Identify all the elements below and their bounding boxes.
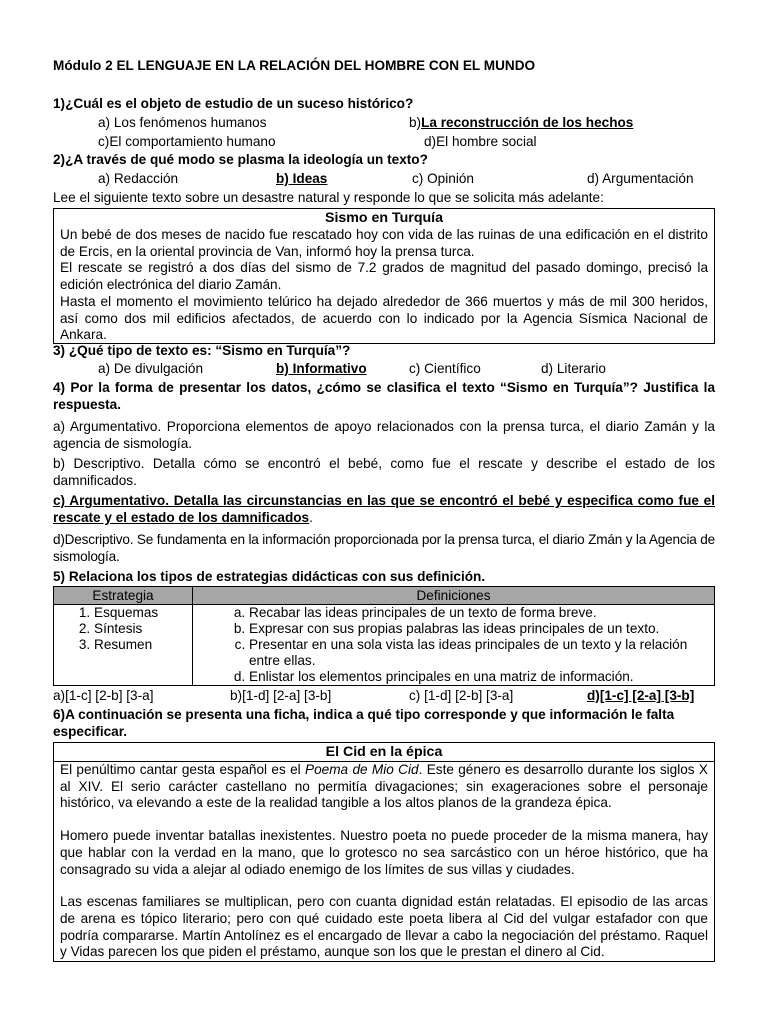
q2-option-a: a) Redacción [98, 171, 179, 186]
strategy-list [54, 605, 192, 653]
list-item: c. Presentar en una sola vista las ideas principales de un texto y la relación entre ellas. [249, 637, 714, 669]
sismo-paragraph-1: Un bebé de dos meses de nacido fue rescatado hoy con vida de las ruinas de una edificación en el distrito de Ercis, en la oriental provincia de Van, informó hoy la prensa turca. [60, 227, 708, 259]
ficha-box [53, 742, 715, 962]
q4-option-c-answer: c) Argumentativo. Detalla las circunstancias en las que se encontró el bebé y especifica como fue el rescate y el estado de los damnificados [53, 493, 715, 525]
q5-option-c: c) [1-d] [2-b] [3-a] [409, 688, 514, 703]
q2-option-c: c) Opinión [412, 171, 474, 186]
q5-option-d: d)[1-c] [2-a] [3-b] [587, 688, 695, 703]
list-item: a. Recabar las ideas principales de un texto de forma breve. [249, 605, 714, 621]
question-6: 6)A continuación se presenta una ficha, indica a qué tipo corresponde y que información le falta especificar. [53, 707, 675, 739]
reading-instructions: Lee el siguiente texto sobre un desastre natural y responde lo que se solicita más adelante: [53, 190, 604, 205]
definition-list [193, 605, 714, 685]
strategies-cell [54, 605, 193, 686]
question-2: 2)¿A través de qué modo se plasma la ideología un texto? [53, 152, 428, 167]
ficha-p1-start: El penúltimo cantar gesta español es el [60, 762, 306, 777]
ficha-p1-end: . Este género es desarrollo durante los siglos X al XIV. El serio carácter castellano no permitía divagaciones; sin exageraciones sobre el personaje histórico, va elevando a este de la realidad tangible a los altos planos de la grandeza épica. [60, 762, 708, 811]
strategy-column-header: Estrategia [54, 587, 193, 605]
q4-option-c [53, 492, 715, 526]
ficha-body [54, 762, 714, 961]
sismo-text-box [53, 208, 715, 344]
q3-option-d: d) Literario [541, 361, 606, 376]
q1-option-b-letter: b) [409, 115, 422, 130]
list-item: 2. Síntesis [94, 621, 192, 637]
module-title [53, 57, 535, 75]
question-1: 1)¿Cuál es el objeto de estudio de un suceso histórico? [53, 96, 414, 111]
q1-option-b-answer: La reconstrucción de los hechos [421, 115, 634, 130]
sismo-paragraph-3: Hasta el momento el movimiento telúrico ha dejado alrededor de 366 muertos y más de mil 300 heridos, así como dos mil edificios afectados, de acuerdo con lo indicado por la Agencia Sísmica Nacional de Ankara. [60, 293, 708, 343]
q1-option-b [409, 114, 633, 132]
q3-option-b: b) Informativo [276, 361, 367, 376]
q4-option-d: d)Descriptivo. Se fundamenta en la información proporcionada por la prensa turca, el diario Zmán y la Agencia de sismología. [53, 532, 715, 564]
module-number: Módulo 2 [53, 58, 113, 73]
ficha-paragraph-1 [54, 762, 714, 812]
sismo-paragraph-2: El rescate se registró a dos días del sismo de 7.2 grados de magnitud del pasado domingo, precisó la edición electrónica del diario Zamán. [60, 260, 708, 293]
q5-option-a: a)[1-c] [2-b] [3-a] [53, 688, 154, 703]
q4-option-c-period: . [309, 510, 313, 525]
module-name: EL LENGUAJE EN LA RELACIÓN DEL HOMBRE CON EL MUNDO [116, 58, 536, 73]
q1-option-d: d)El hombre social [424, 134, 537, 149]
q1-option-a: a) Los fenómenos humanos [98, 115, 267, 130]
list-item: d. Enlistar los elementos principales en una matriz de información. [249, 669, 714, 685]
definitions-column-header: Definiciones [193, 587, 715, 605]
definitions-cell [193, 605, 715, 686]
ficha-p1-poem-title: Poema de Mio Cid [305, 762, 419, 777]
q2-option-d: d) Argumentación [587, 171, 694, 186]
q4-option-b: b) Descriptivo. Detalla cómo se encontró el bebé, como fue el rescate y describe el estado de los damnificados. [53, 456, 715, 488]
q5-option-b: b)[1-d] [2-a] [3-b] [230, 688, 332, 703]
ficha-paragraph-3: Las escenas familiares se multiplican, pero con cuanta dignidad están relatadas. El episodio de las arcas de arena es tópico literario; pero con qué cuidado este poeta libera al Cid del vulgar estafador con que podría compararse. Martín Antolínez es el encargado de llevar a cabo la negociación del préstamo. Raquel y Vidas parecen los que piden el préstamo, aunque son los que le prestan el dinero al Cid. [60, 894, 708, 960]
q3-option-a: a) De divulgación [98, 361, 204, 376]
q4-option-a: a) Argumentativo. Proporciona elementos de apoyo relacionados con la prensa turca, el diario Zamán y la agencia de sismología. [53, 419, 715, 451]
q2-option-b: b) Ideas [276, 171, 328, 186]
sismo-title: Sismo en Turquía [325, 210, 443, 226]
question-5: 5) Relaciona los tipos de estrategias didácticas con sus definición. [53, 569, 486, 584]
list-item: 3. Resumen [94, 637, 192, 653]
question-3: 3) ¿Qué tipo de texto es: “Sismo en Turquía”? [53, 343, 351, 358]
list-item: 1. Esquemas [94, 605, 192, 621]
ficha-paragraph-2: Homero puede inventar batallas inexistentes. Nuestro poeta no puede proceder de la misma manera, hay que hablar con la verdad en la mano, que lo grotesco no sea sarcástico con un héroe histórico, que ha consagrado su vida a alejar al odiado enemigo de los límites de sus villas y ciudades. [60, 828, 708, 877]
list-item: b. Expresar con sus propias palabras las ideas principales de un texto. [249, 621, 714, 637]
ficha-title: El Cid en la épica [54, 743, 714, 762]
question-4: 4) Por la forma de presentar los datos, ¿cómo se clasifica el texto “Sismo en Turquía”? Justifica la respuesta. [53, 380, 715, 412]
q1-option-c: c)El comportamiento humano [98, 134, 276, 149]
strategies-table [53, 586, 715, 686]
q3-option-c: c) Científico [409, 361, 481, 376]
